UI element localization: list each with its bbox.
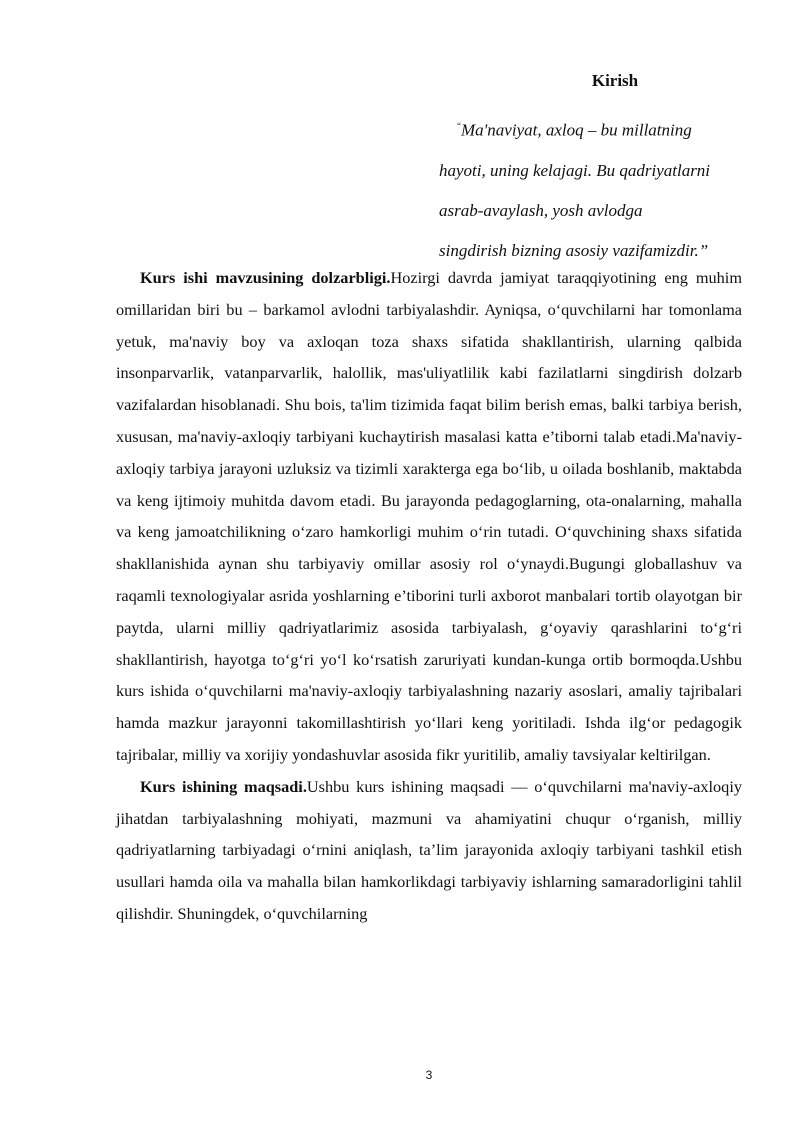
epigraph-open-quote: “ xyxy=(457,121,461,131)
paragraph-goal xyxy=(116,771,742,930)
epigraph-line-1: “Ma'naviyat, axloq – bu millatning xyxy=(457,120,692,140)
epigraph xyxy=(439,106,759,271)
page-number: 3 xyxy=(425,1068,433,1082)
paragraph-lead: Kurs ishi mavzusining dolzarbligi. xyxy=(140,268,391,287)
epigraph-line-3: asrab-avaylash, yosh avlodga xyxy=(439,200,643,220)
paragraph-lead: Kurs ishining maqsadi. xyxy=(140,776,307,796)
epigraph-line-4: singdirish bizning asosiy vazifamizdir.” xyxy=(439,240,709,260)
paragraph-body: Hozirgi davrda jamiyat taraqqiyotining eng muhim omillaridan biri bu – barkamol avlodni tarbiyalashdir. Ayniqsa, o‘quvchilarni har tomonlama yetuk, ma'naviy boy va axloqan toza shaxs sifatida shakllantirish, ularning qalbida insonparvarlik, vatanparvarlik, halollik, mas'uliyatlilik kabi fazilatlarni singdirish dolzarb vazifalardan hisoblanadi. Shu bois, ta'lim tizimida faqat bilim berish emas, balki tarbiya berish, xususan, ma'naviy-axloqiy tarbiyani kuchaytirish masalasi katta e’tiborni talab etadi.Ma'naviy-axloqiy tarbiya jarayoni uzluksiz va tizimli xarakterga ega bo‘lib, u oilada boshlanib, maktabda va keng ijtimoiy muhitda davom etadi. Bu jarayonda pedagoglarning, ota-onalarning, mahalla va keng jamoatchilikning o‘zaro hamkorligi muhim o‘rin tutadi. O‘quvchining shaxs sifatida shakllanishida aynan shu tarbiyaviy omillar asosiy rol o‘ynaydi.Bugungi globallashuv va raqamli texnologiyalar asrida yoshlarning e’tiborini turli axborot manbalari tortib olayotgan bir paytda, ularni milliy qadriyatlarimiz asosida tarbiyalash, g‘oyaviy qarashlarini to‘g‘ri shakllantirish, hayotga to‘g‘ri yo‘l ko‘rsatish zaruriyati kundan-kunga ortib bormoqda.Ushbu kurs ishida o‘quvchilarni ma'naviy-axloqiy tarbiyalashning nazariy asoslari, amaliy tajribalari hamda mazkur jarayonni takomillashtirish yo‘llari keng yoritiladi. Ishda ilg‘or pedagogik tajribalar, milliy va xorijiy yondashuvlar asosida fikr yuritilib, amaliy tavsiyalar keltirilgan. xyxy=(116,268,742,764)
section-heading: Kirish xyxy=(591,71,639,90)
paragraph-relevance xyxy=(116,262,742,771)
body-text xyxy=(116,262,742,930)
epigraph-line-2: hayoti, uning kelajagi. Bu qadriyatlarni xyxy=(439,160,711,180)
paragraph-body: Ushbu kurs ishining maqsadi — o‘quvchilarni ma'naviy-axloqiy jihatdan tarbiyalashning mohiyati, mazmuni va ahamiyatini chuqur o‘rganish, milliy qadriyatlarning tarbiyadagi o‘rnini aniqlash, ta’lim jarayonida axloqiy tarbiyani tashkil etish usullari hamda oila va mahalla bilan hamkorlikdagi tarbiyaviy ishlarning samaradorligini tahlil qilishdir. Shuningdek, o‘quvchilarning xyxy=(116,776,742,923)
